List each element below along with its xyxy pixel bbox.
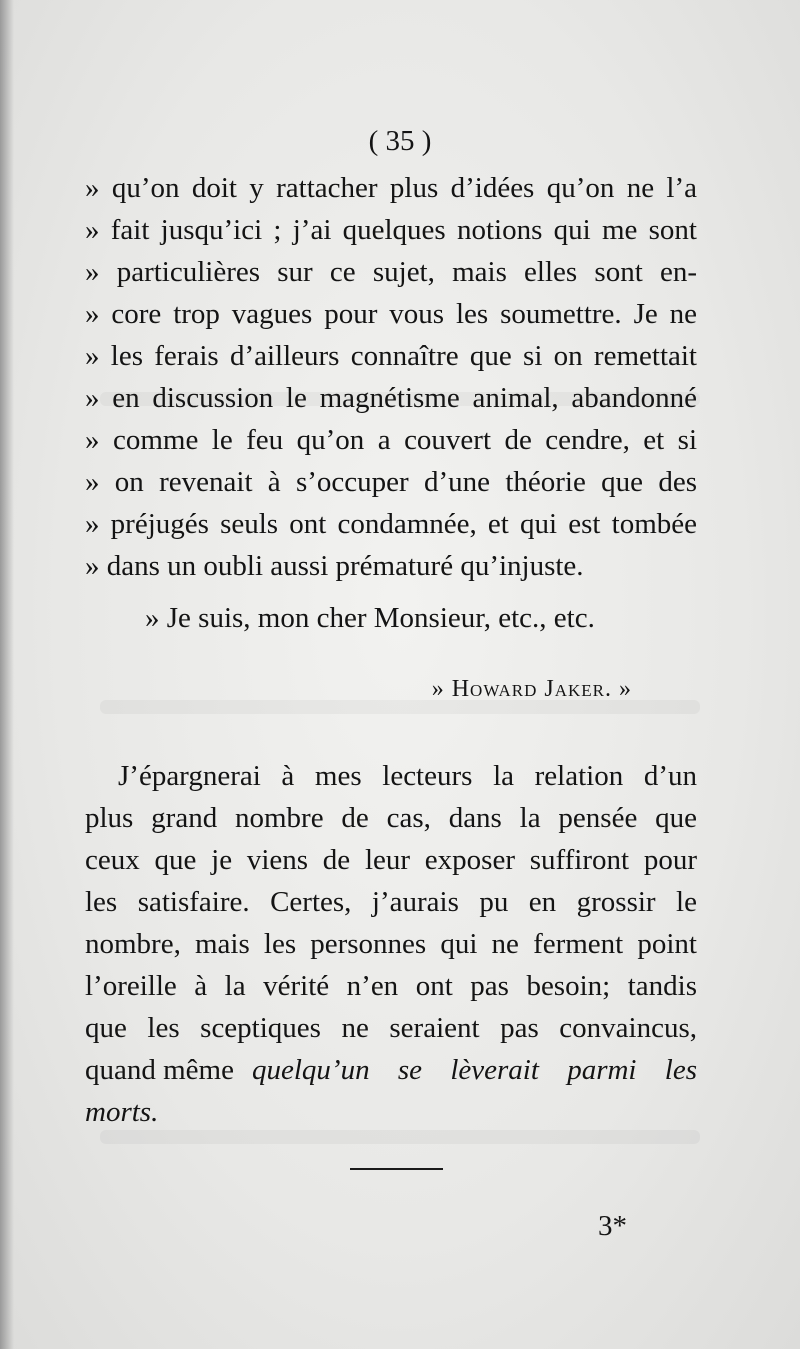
paragraph-line-closing [85,1052,697,1088]
signature-close-quote: » [619,676,632,702]
letter-line: » particulières sur ce sujet, mais elles sont en- [85,256,697,288]
letter-line: » core trop vagues pour vous les soumettre. Je ne [85,298,697,330]
bleed-through-shade [100,1130,700,1144]
letter-line: » comme le feu qu’on a couvert de cendre, et si [85,424,697,456]
paragraph-line: J’épargnerai à mes lecteurs la relation d’un [118,760,697,792]
closing-line-prefix: quand même [85,1054,234,1086]
paragraph-line: les satisfaire. Certes, j’aurais pu en grossir le [85,886,697,918]
page-number: ( 35 ) [368,125,432,157]
paragraph-final-word: morts. [85,1096,159,1128]
letter-salutation: » Je suis, mon cher Monsieur, etc., etc. [145,602,595,634]
section-rule [350,1168,443,1170]
letter-line: » qu’on doit y rattacher plus d’idées qu’on ne l’a [85,172,697,204]
letter-signature [432,676,632,703]
letter-line: » en discussion le magnétisme animal, abandonné [85,382,697,414]
signature-mark: 3* [598,1210,627,1242]
letter-line: » préjugés seuls ont condamnée, et qui est tombée [85,508,697,540]
signature-name: Howard Jaker. [451,676,612,702]
letter-line: » les ferais d’ailleurs connaître que si on remettait [85,340,697,372]
paragraph-line: nombre, mais les personnes qui ne ferment point [85,928,697,960]
letter-line: » dans un oubli aussi prématuré qu’injuste. [85,550,584,582]
letter-line: » fait jusqu’ici ; j’ai quelques notions qui me sont [85,214,697,246]
paragraph-line: l’oreille à la vérité n’en ont pas besoin; tandis [85,970,697,1002]
signature-open-quote: » [431,676,445,702]
paragraph-line: ceux que je viens de leur exposer suffiront pour [85,844,697,876]
paragraph-line: plus grand nombre de cas, dans la pensée que [85,802,697,834]
paragraph-line: que les sceptiques ne seraient pas convaincus, [85,1012,697,1044]
letter-line: » on revenait à s’occuper d’une théorie que des [85,466,697,498]
closing-line-italic: quelqu’un se lèverait parmi les [251,1054,697,1086]
